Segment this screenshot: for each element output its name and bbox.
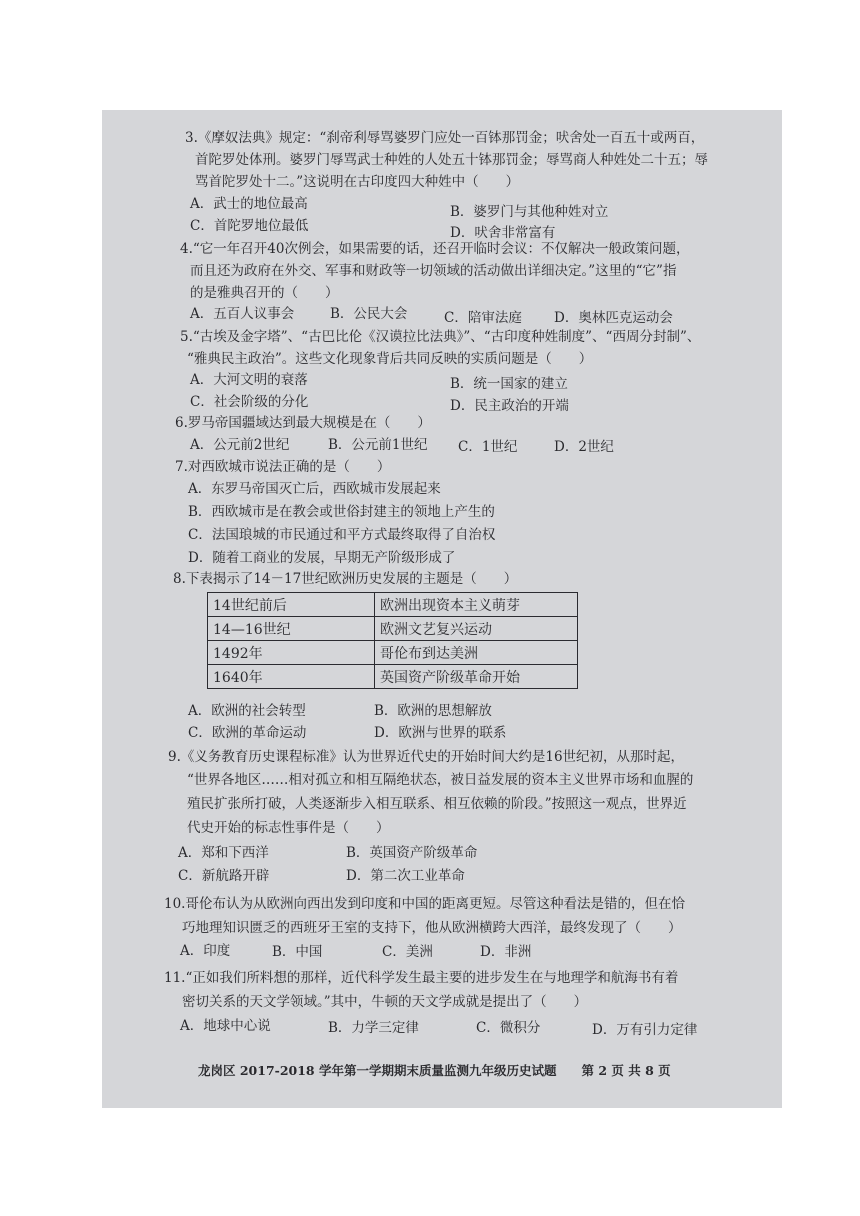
- q8-option-a: A．欧洲的社会转型: [188, 703, 306, 719]
- q4-option-c: C．陪审法庭: [444, 310, 522, 326]
- q11-text-line-2: 密切关系的天文学领域。”其中，牛顿的天文学成就是提出了（ ）: [182, 994, 588, 1010]
- q7-option-c: C．法国琅城的市民通过和平方式最终取得了自治权: [188, 527, 496, 543]
- table-cell-period: 1640年: [208, 665, 375, 689]
- q9-text-line-2: “世界各地区……相对孤立和相互隔绝状态，被日益发展的资本主义世界市场和血腥的: [187, 772, 694, 788]
- q10-option-a: A．印度: [180, 943, 231, 959]
- table-cell-event: 哥伦布到达美洲: [375, 641, 578, 665]
- q8-option-b: B．欧洲的思想解放: [374, 703, 492, 719]
- q11-option-d: D．万有引力定律: [592, 1022, 698, 1038]
- q8-history-table: [207, 592, 578, 689]
- table-row: [208, 665, 578, 689]
- q6-option-b: B．公元前1世纪: [328, 437, 428, 453]
- q9-option-a: A．郑和下西洋: [178, 845, 269, 861]
- q5-text-line-2: “雅典民主政治”。这些文化现象背后共同反映的实质问题是（ ）: [187, 351, 593, 367]
- q9-text-line-3: 殖民扩张所打破，人类逐渐步入相互联系、相互依赖的阶段。”按照这一观点，世界近: [187, 796, 687, 812]
- table-cell-period: 1492年: [208, 641, 375, 665]
- q3-option-b: B．婆罗门与其他种姓对立: [450, 204, 609, 220]
- q6-option-d: D．2世纪: [554, 439, 614, 455]
- q4-text-line-1: 4.“它一年召开40次例会，如果需要的话，还召开临时会议：不仅解决一般政策问题，: [180, 241, 690, 257]
- table-cell-event: 英国资产阶级革命开始: [375, 665, 578, 689]
- q10-text-line-1: 10.哥伦布认为从欧洲向西出发到印度和中国的距离更短。尽管这种看法是错的，但在恰: [164, 896, 685, 912]
- q5-option-c: C．社会阶级的分化: [190, 394, 309, 410]
- q3-text-line-1: 3.《摩奴法典》规定：“刹帝利辱骂婆罗门应处一百钵那罚金；吠舍处一百五十或两百，: [185, 130, 705, 146]
- q10-option-b: B．中国: [272, 944, 323, 960]
- q6-option-c: C．1世纪: [458, 439, 518, 455]
- q8-text: 8.下表揭示了14－17世纪欧洲历史发展的主题是（ ）: [173, 571, 518, 587]
- q11-text-line-1: 11.“正如我们所料想的那样，近代科学发生最主要的进步发生在与地理学和航海书有着: [164, 970, 679, 986]
- q7-option-a: A．东罗马帝国灭亡后，西欧城市发展起来: [188, 481, 441, 497]
- exam-page: [102, 110, 782, 1108]
- q4-text-line-2: 而且还为政府在外交、军事和财政等一切领域的活动做出详细决定。”这里的“它”指: [190, 263, 677, 279]
- table-row: [208, 617, 578, 641]
- q9-text-line-4: 代史开始的标志性事件是（ ）: [187, 820, 390, 836]
- q5-option-a: A．大河文明的衰落: [190, 372, 308, 388]
- q5-option-b: B．统一国家的建立: [450, 376, 568, 392]
- table-cell-period: 14—16世纪: [208, 617, 375, 641]
- q8-option-c: C．欧洲的革命运动: [188, 725, 307, 741]
- q9-option-c: C．新航路开辟: [178, 868, 270, 884]
- q4-option-a: A．五百人议事会: [190, 306, 295, 322]
- page-footer: 龙岗区 2017-2018 学年第一学期期末质量监测九年级历史试题 第 2 页 共 8 页: [198, 1063, 671, 1078]
- q10-option-d: D．非洲: [480, 944, 532, 960]
- q4-option-d: D．奥林匹克运动会: [554, 310, 673, 326]
- q11-option-b: B．力学三定律: [328, 1020, 419, 1036]
- table-row: [208, 593, 578, 617]
- table-row: [208, 641, 578, 665]
- q11-option-c: C．微积分: [476, 1020, 541, 1036]
- q7-option-d: D．随着工商业的发展，早期无产阶级形成了: [188, 550, 456, 566]
- q10-text-line-2: 巧地理知识匮乏的西班牙王室的支持下，他从欧洲横跨大西洋，最终发现了（ ）: [182, 920, 682, 936]
- q10-option-c: C．美洲: [382, 944, 433, 960]
- q6-option-a: A．公元前2世纪: [190, 437, 290, 453]
- q5-text-line-1: 5.“古埃及金字塔”、“古巴比伦《汉谟拉比法典》”、“古印度种姓制度”、“西周分封制”、: [180, 329, 701, 345]
- q3-option-c: C．首陀罗地位最低: [190, 218, 309, 234]
- q4-text-line-3: 的是雅典召开的（ ）: [190, 285, 339, 301]
- q6-text: 6.罗马帝国疆域达到最大规模是在（ ）: [175, 415, 431, 431]
- q9-option-d: D．第二次工业革命: [346, 868, 465, 884]
- q3-text-line-2: 首陀罗处体刑。婆罗门辱骂武士种姓的人处五十钵那罚金；辱骂商人种姓处二十五；辱: [195, 152, 708, 168]
- table-cell-period: 14世纪前后: [208, 593, 375, 617]
- q3-text-line-3: 骂首陀罗处十二。”这说明在古印度四大种姓中（ ）: [195, 174, 520, 190]
- q4-option-b: B．公民大会: [330, 306, 408, 322]
- table-cell-event: 欧洲出现资本主义萌芽: [375, 593, 578, 617]
- q11-option-a: A．地球中心说: [180, 1018, 271, 1034]
- q9-text-line-1: 9.《义务教育历史课程标准》认为世界近代史的开始时间大约是16世纪初，从那时起，: [168, 749, 685, 765]
- q8-option-d: D．欧洲与世界的联系: [374, 725, 507, 741]
- q3-option-d: D．吠舍非常富有: [450, 225, 556, 241]
- q5-option-d: D．民主政治的开端: [450, 398, 569, 414]
- q7-text: 7.对西欧城市说法正确的是（ ）: [175, 459, 391, 475]
- table-cell-event: 欧洲文艺复兴运动: [375, 617, 578, 641]
- q3-option-a: A．武士的地位最高: [190, 196, 308, 212]
- q9-option-b: B．英国资产阶级革命: [346, 845, 478, 861]
- q7-option-b: B．西欧城市是在教会或世俗封建主的领地上产生的: [188, 504, 495, 520]
